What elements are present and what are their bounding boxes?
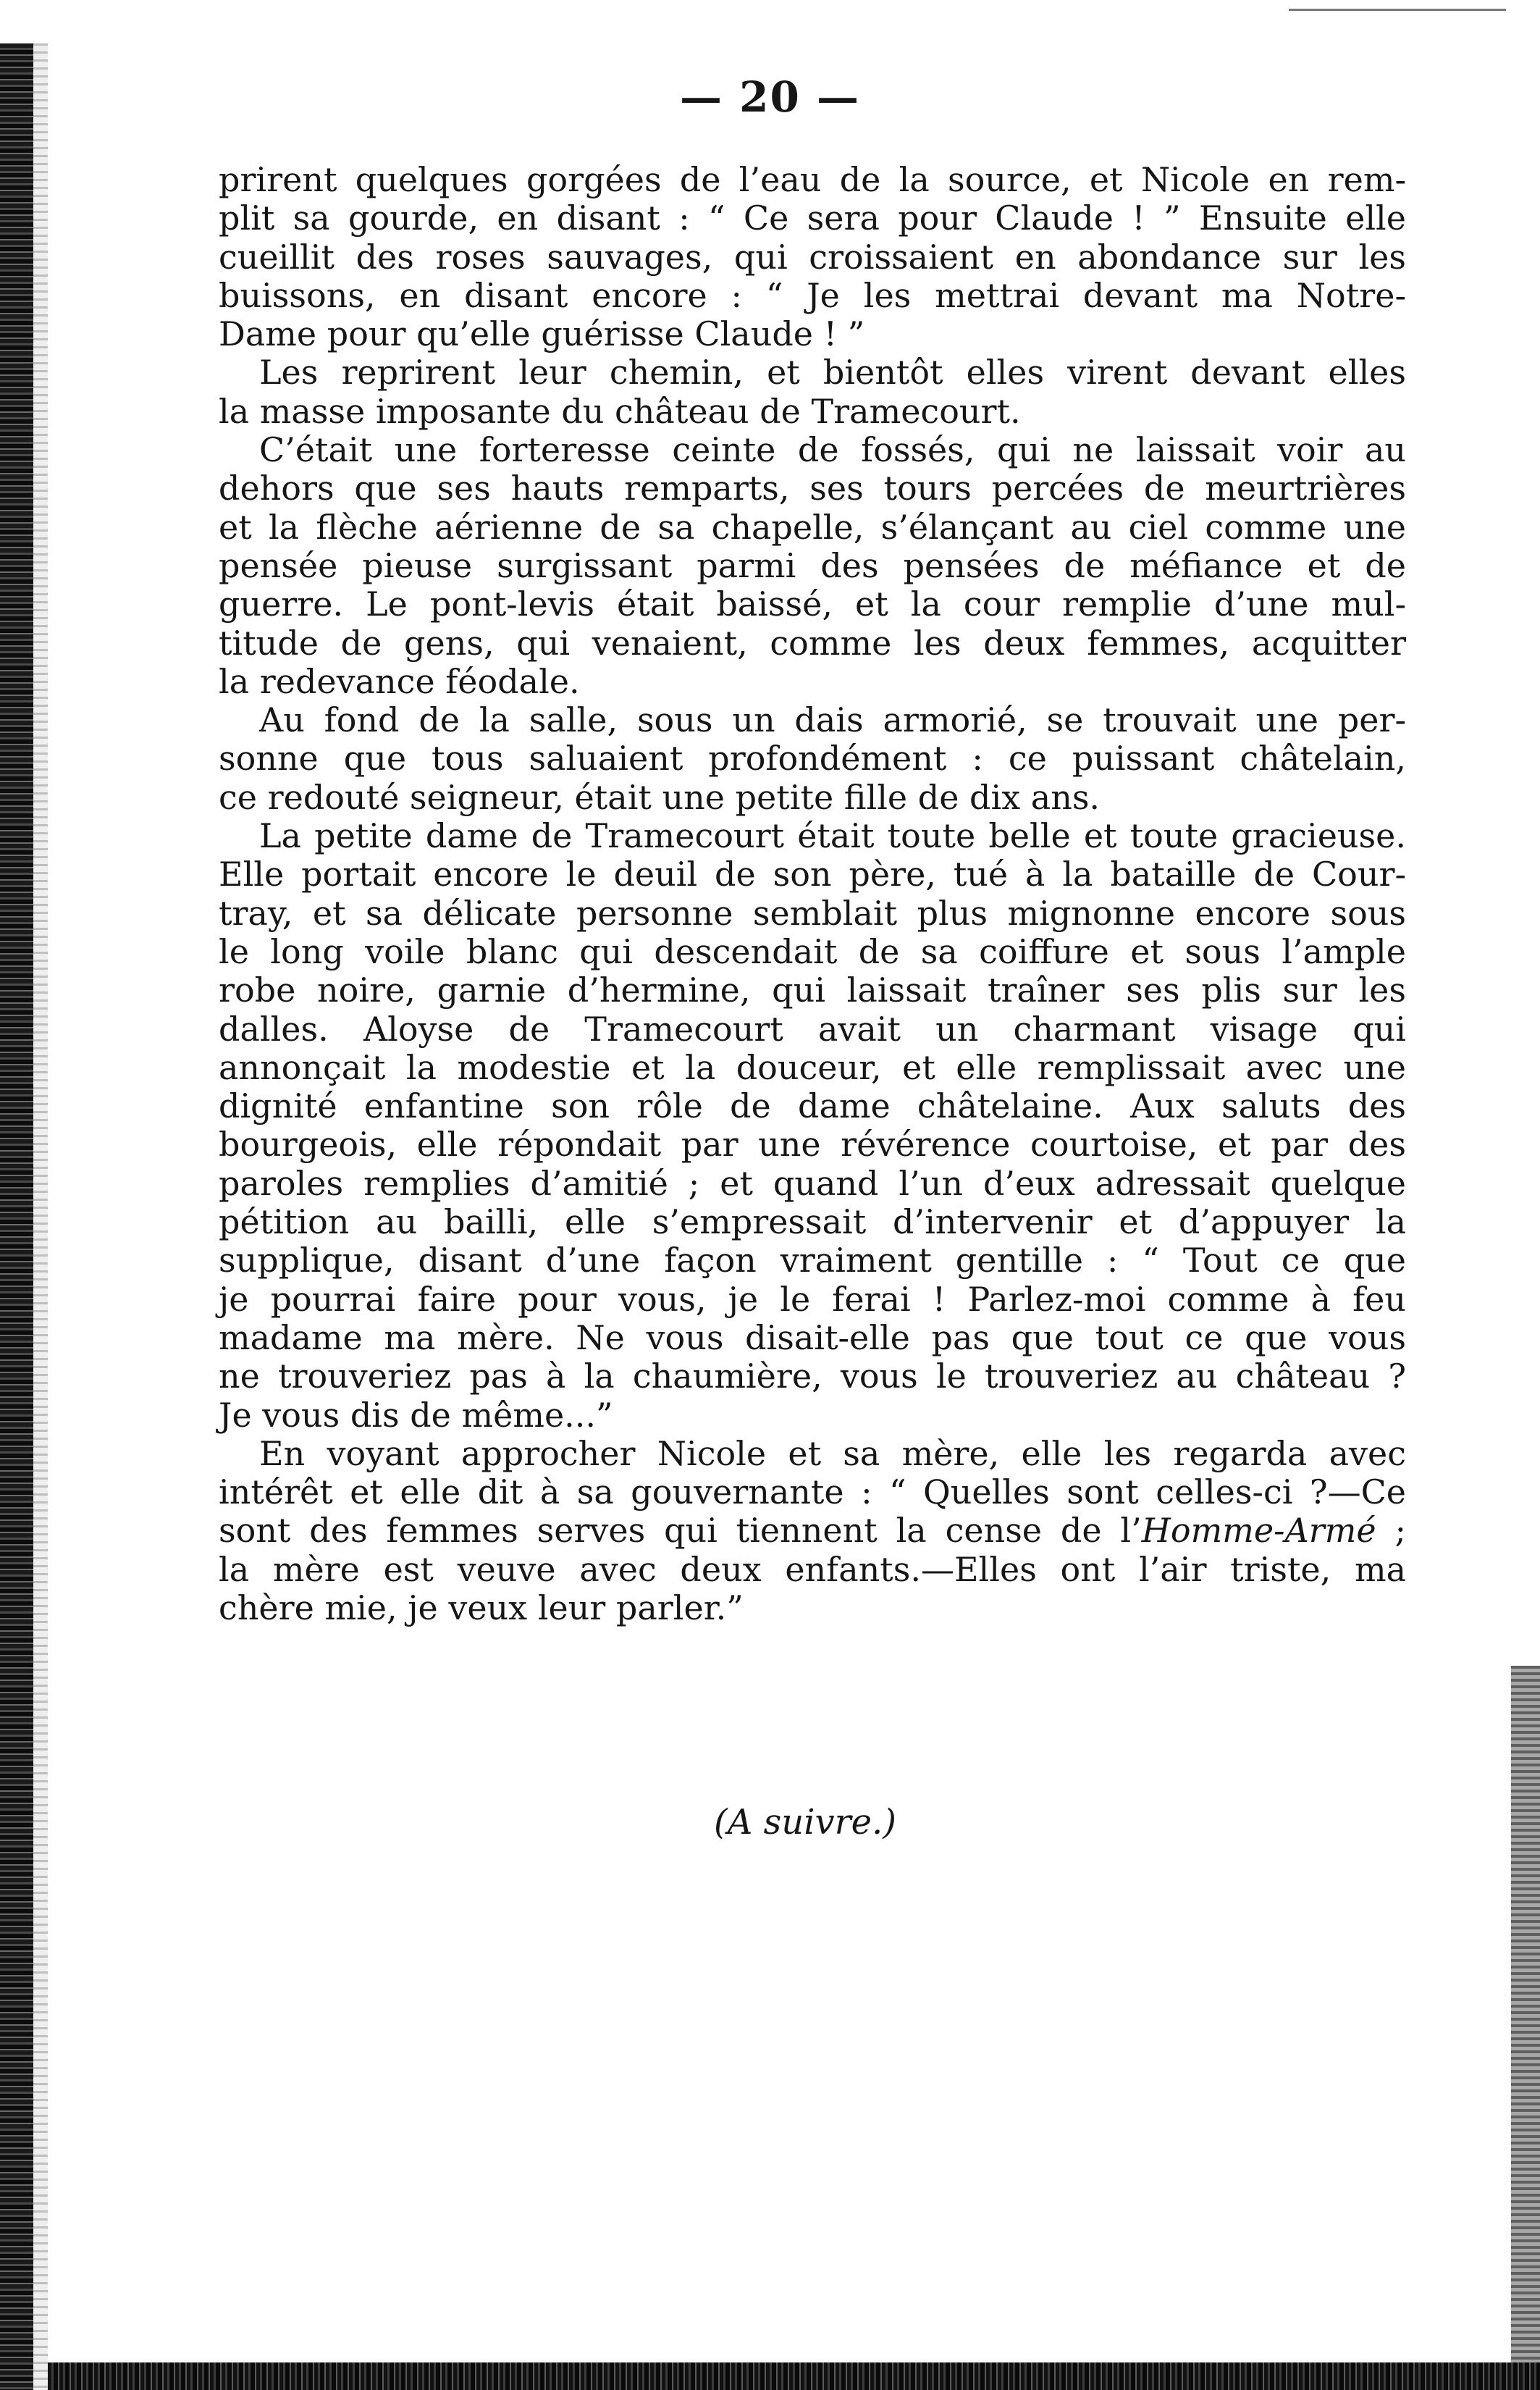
text-line: bourgeois, elle répondait par une révérence courtoise, et par des <box>219 1125 1406 1165</box>
text-line: guerre. Le pont-levis était baissé, et la cour remplie d’une mul- <box>219 584 1406 624</box>
text-line: robe noire, garnie d’hermine, qui laissait traîner ses plis sur les <box>219 970 1406 1010</box>
text-line: la mère est veuve avec deux enfants.—Elles ont l’air triste, ma <box>219 1549 1406 1589</box>
binding-edge-bottom <box>48 2362 1540 2390</box>
text-line: sont des femmes serves qui tiennent la cense de l’Homme-Armé ; <box>219 1511 1406 1551</box>
text-line: ne trouveriez pas à la chaumière, vous le trouveriez au château ? <box>219 1357 1406 1396</box>
text-line: annonçait la modestie et la douceur, et elle remplissait avec une <box>219 1047 1406 1087</box>
binding-edge-shadow <box>33 43 48 2390</box>
text-line: buissons, en disant encore : “ Je les mettrai devant ma Notre- <box>219 275 1406 315</box>
text-line: intérêt et elle dit à sa gouvernante : “ Quelles sont celles-ci ?—Ce <box>219 1472 1406 1512</box>
continuation-note: (A suivre.) <box>714 1802 896 1842</box>
text-line: C’était une forteresse ceinte de fossés, qui ne laissait voir au <box>259 430 1406 470</box>
text-line: plit sa gourde, en disant : “ Ce sera pour Claude ! ” Ensuite elle <box>219 198 1406 238</box>
text-line: Les reprirent leur chemin, et bientôt elles virent devant elles <box>259 353 1406 393</box>
text-line: sonne que tous saluaient profondément : ce puissant châtelain, <box>219 739 1406 779</box>
top-rule <box>1289 9 1506 11</box>
body-text <box>219 161 1406 1627</box>
page-number: — 20 — <box>679 72 861 122</box>
text-line: prirent quelques gorgées de l’eau de la source, et Nicole en rem- <box>219 160 1406 199</box>
text-line: Je vous dis de même...” <box>219 1395 613 1435</box>
text-line: titude de gens, qui venaient, comme les deux femmes, acquitter <box>219 623 1406 663</box>
text-line: pensée pieuse surgissant parmi des pensées de méfiance et de <box>219 545 1406 585</box>
text-line: En voyant approcher Nicole et sa mère, elle les regarda avec <box>259 1433 1406 1473</box>
text-line: Elle portait encore le deuil de son père, tué à la bataille de Cour- <box>219 855 1406 894</box>
binding-edge-right <box>1511 1666 1540 2362</box>
text-line: et la flèche aérienne de sa chapelle, s’élançant au ciel comme une <box>219 507 1406 547</box>
text-line: madame ma mère. Ne vous disait-elle pas que tout ce que vous <box>219 1317 1406 1357</box>
text-line: La petite dame de Tramecourt était toute belle et toute gracieuse. <box>259 816 1406 856</box>
binding-edge-left <box>0 43 33 2390</box>
text-line: cueillit des roses sauvages, qui croissaient en abondance sur les <box>219 237 1406 277</box>
text-line: pétition au bailli, elle s’empressait d’intervenir et d’appuyer la <box>219 1202 1406 1242</box>
text-line: Dame pour qu’elle guérisse Claude ! ” <box>219 314 865 354</box>
text-line: chère mie, je veux leur parler.” <box>219 1588 744 1627</box>
text-line: la masse imposante du château de Tramecourt. <box>219 391 1021 431</box>
text-line: ce redouté seigneur, était une petite fille de dix ans. <box>219 777 1101 817</box>
text-line: la redevance féodale. <box>219 661 580 701</box>
text-line: le long voile blanc qui descendait de sa coiffure et sous l’ample <box>219 931 1406 971</box>
text-line: supplique, disant d’une façon vraiment gentille : “ Tout ce que <box>219 1241 1406 1280</box>
text-line: Au fond de la salle, sous un dais armorié, se trouvait une per- <box>259 700 1406 740</box>
text-line: je pourrai faire pour vous, je le ferai ! Parlez-moi comme à feu <box>219 1279 1406 1319</box>
text-line: dalles. Aloyse de Tramecourt avait un charmant visage qui <box>219 1009 1406 1049</box>
text-line: dignité enfantine son rôle de dame châtelaine. Aux saluts des <box>219 1086 1406 1126</box>
text-line: tray, et sa délicate personne semblait plus mignonne encore sous <box>219 893 1406 933</box>
text-line: dehors que ses hauts remparts, ses tours percées de meurtrières <box>219 469 1406 508</box>
text-line: paroles remplies d’amitié ; et quand l’un d’eux adressait quelque <box>219 1163 1406 1203</box>
